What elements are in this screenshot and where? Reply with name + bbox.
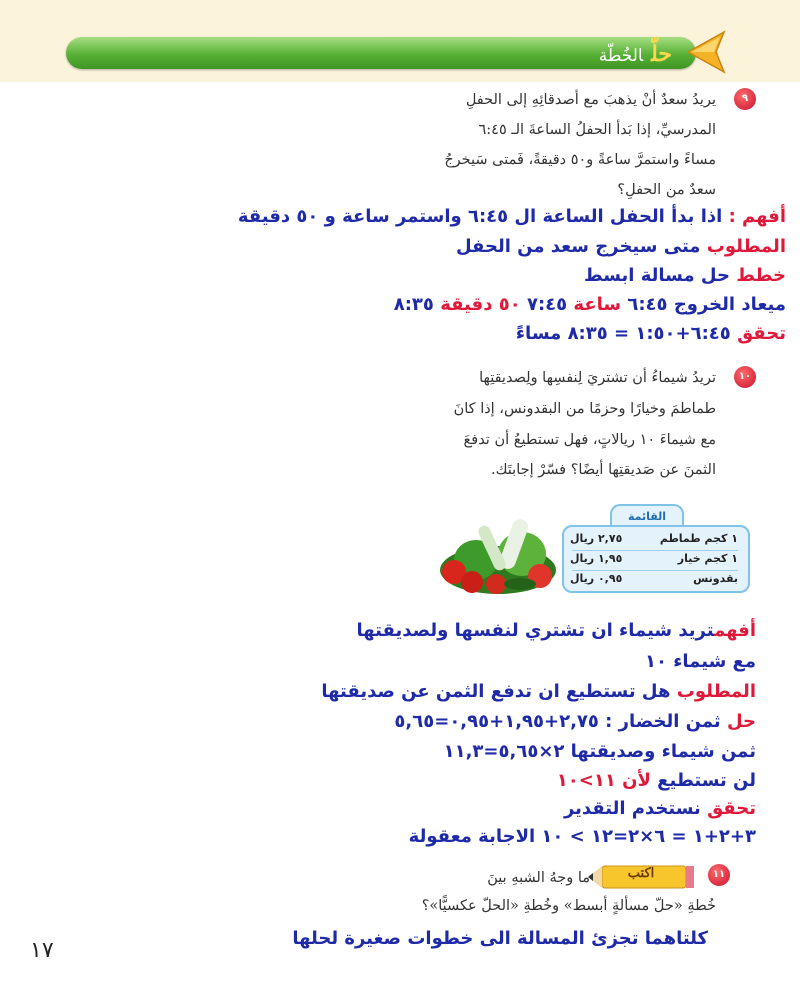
answer-9-understand (238, 206, 786, 227)
answer-9-plan-label: خطط (736, 265, 786, 286)
section-title-rest: الخُطّة (598, 46, 644, 66)
answer-10-understand-text: تريد شيماء ان تشتري لنفسها ولصديقتها (356, 620, 715, 641)
answer-10-check-label: تحقق (707, 798, 756, 819)
answer-10-understand-label: أفهم (714, 620, 756, 641)
answer-9-check-text: ٦:٤٥+١:٥٠ = ٨:٣٥ مساءً (515, 323, 731, 344)
answer-10-line-6 (557, 770, 756, 791)
answer-10-check (564, 798, 756, 819)
answer-10-line-5: ثمن شيماء وصديقتها ٢×٥,٦٥=١١,٣ (443, 741, 756, 762)
answer-10-solve-text: ثمن الخضار : ٢,٧٥+١,٩٥+٠,٩٥=٥,٦٥ (394, 711, 721, 732)
answer-11: كلتاهما تجزئ المسالة الى خطوات صغيرة لحلها (292, 928, 708, 949)
answer-10-required (321, 681, 756, 702)
answer-9-plan (584, 265, 786, 286)
question-11-badge: ١١ (708, 864, 730, 886)
answer-10-solve-label: حل (726, 711, 756, 732)
question-10-line-4: الثمنَ عن صَديقتِها أيضًا؟ فسّرْ إجابتَك. (490, 462, 716, 478)
question-11-line-1: ما وجهُ الشبهِ بينَ (487, 870, 590, 886)
question-11-line-2: خُطةِ «حلّ مسألةٍ أبسط» وخُطةِ «الحلّ عكسيًّا»؟ (421, 898, 716, 914)
question-10-line-1: تريدُ شيماءُ أن تشتريَ لِنفسِها ولِصديقتِها (479, 370, 716, 386)
answer-9-plan-text: حل مسالة ابسط (583, 265, 730, 286)
menu-item: بقدونس (693, 572, 738, 585)
answer-10-required-text: هل تستطيع ان تدفع الثمن عن صديقتها (321, 681, 671, 702)
banner-arrow-icon (682, 28, 726, 76)
answer-10-line-8: ٣+٢+١ = ٦×٢=١٢ > ١٠ الاجابة معقولة (408, 826, 756, 847)
question-10-line-2: طماطمَ وخيارًا وحزمًا من البقدونس، إذا كانَ (453, 401, 716, 417)
question-9-badge: ٩ (734, 88, 756, 110)
menu-price: ١,٩٥ ريال (570, 552, 623, 565)
menu-row (566, 570, 742, 588)
vegetables-illustration (436, 510, 560, 596)
answer-9-exit-mid: ٧:٤٥ (526, 294, 568, 315)
menu-row (566, 530, 742, 548)
menu-row (566, 550, 742, 568)
answer-9-exit-start: ميعاد الخروج ٦:٤٥ (627, 294, 786, 315)
question-9-line-2: المدرسيِّ، إذا بَدأ الحفلُ الساعةَ الـ ٦:٤٥ (478, 122, 716, 138)
question-9-line-4: سعدٌ من الحفلِ؟ (617, 182, 716, 198)
question-9-line-1: يريدُ سعدٌ أنْ يذهبَ مع أصدقائِهِ إلى الحفلِ (465, 92, 716, 108)
question-9-line-3: مساءً واستمرَّ ساعةً و٥٠ دقيقةً، فَمتى سَيخرجُ (444, 152, 716, 168)
answer-9-exit-time (394, 294, 786, 315)
answer-9-check (516, 323, 786, 344)
answer-9-required (456, 236, 786, 257)
menu-title: القائمة (610, 504, 684, 528)
answer-9-required-text: متى سيخرج سعد من الحفل (455, 236, 701, 257)
answer-10-line-2: مع شيماء ١٠ (644, 651, 756, 672)
answer-9-exit-minutes: ٥٠ دقيقة (440, 294, 521, 315)
answer-10-understand (357, 620, 756, 641)
question-10-badge: ١٠ (734, 366, 756, 388)
answer-9-exit-hour: ساعة (573, 294, 622, 315)
section-title-highlight: حلّ (651, 41, 672, 67)
answer-10-line-6-a: لن تستطيع (657, 770, 756, 791)
answer-9-understand-label: أفهم : (728, 206, 786, 227)
answer-9-required-label: المطلوب (706, 236, 786, 257)
answer-10-required-label: المطلوب (676, 681, 756, 702)
answer-9-exit-end: ٨:٣٥ (393, 294, 434, 315)
menu-item: ١ كجم خيار (677, 552, 738, 565)
menu-item: ١ كجم طماطم (659, 532, 738, 545)
answer-9-understand-text: اذا بدأ الحفل الساعة ال ٦:٤٥ واستمر ساعة و ٥٠ دقيقة (237, 206, 723, 227)
write-label: اكتب (627, 866, 655, 881)
menu-price: ٠,٩٥ ريال (570, 572, 623, 585)
question-10-line-3: مع شيماءَ ١٠ ريالاتٍ، فهل تستطيعُ أن تدفعَ (463, 432, 716, 448)
page-number: ١٧ (30, 938, 54, 963)
answer-10-check-text: نستخدم التقدير (563, 798, 701, 819)
menu-price: ٢,٧٥ ريال (570, 532, 623, 545)
section-title (599, 40, 672, 68)
answer-9-check-label: تحقق (737, 323, 786, 344)
answer-10-line-6-b: لأن ١١>١٠ (556, 770, 651, 791)
answer-10-solve (394, 711, 756, 732)
